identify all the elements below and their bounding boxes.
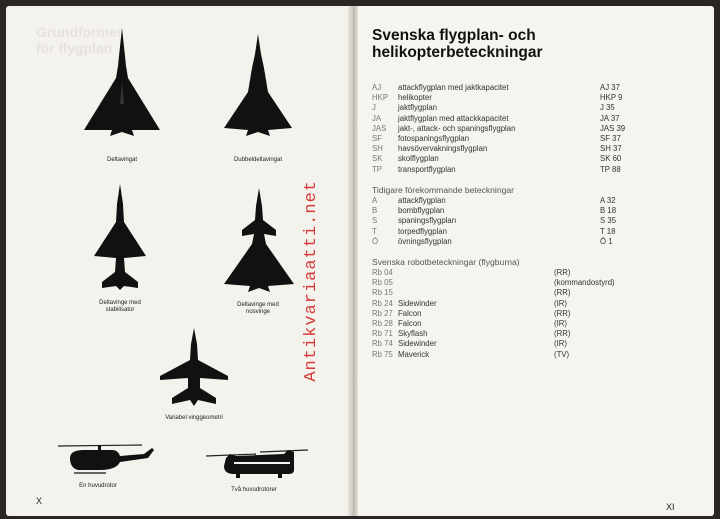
table-row [372, 268, 672, 278]
caption-en-huvudrotor: En huvudrotor [79, 483, 117, 489]
table-row [372, 206, 672, 216]
cell-code: Rb 75 [372, 349, 393, 359]
table-row [372, 93, 672, 103]
table-row [372, 329, 672, 339]
cell-code: Rb 27 [372, 308, 393, 318]
cell-desc: jaktflygplan [398, 103, 438, 113]
cell-example: A 32 [600, 196, 616, 205]
table-row [372, 227, 672, 237]
cell-desc: helikopter [398, 93, 432, 103]
cell-code: SK [372, 154, 383, 164]
ghost-title-line-1: Grundformer [36, 24, 123, 40]
cell-name [398, 278, 554, 288]
cell-desc: jaktflygplan med attackkapacitet [398, 113, 509, 123]
cell-desc: bombflygplan [398, 206, 445, 216]
table-row [372, 299, 672, 309]
cell-example: SK 60 [600, 154, 622, 164]
variable-geometry-silhouette [156, 326, 232, 410]
double-delta-silhouette [220, 32, 296, 138]
cell-guidance: (IR) [554, 298, 567, 308]
cell-desc: skolflygplan [398, 154, 439, 164]
cell-guidance: (RR) [554, 288, 571, 298]
table-row [372, 134, 672, 144]
page-number-left: X [36, 496, 43, 506]
cell-code: B [372, 206, 378, 216]
cell-code: J [372, 103, 376, 113]
cell-desc: transportflygplan [398, 164, 456, 174]
table-row [372, 309, 672, 319]
table-row [372, 350, 672, 360]
cell-guidance: (IR) [554, 339, 567, 349]
caption-nosvinge-text: Deltavinge med nosvinge [237, 302, 279, 315]
cell-name: Skyflash [398, 329, 428, 339]
cell-code: TP [372, 164, 382, 174]
single-rotor-helicopter-silhouette [56, 440, 156, 476]
caption-deltavingat: Deltavingat [106, 157, 138, 163]
cell-code: JA [372, 113, 382, 123]
book-gutter [348, 6, 358, 516]
caption-variabel: Variabel vinggeometri [165, 415, 223, 421]
cell-code: HKP [372, 93, 389, 103]
cell-desc: torpedflygplan [398, 226, 447, 236]
caption-stabilisator-text: Deltavinge med stabilisator [99, 300, 141, 313]
cell-example: B 18 [600, 206, 617, 216]
former-heading: Tidigare förekommande beteckningar [372, 185, 515, 195]
delta-wing-silhouette [80, 26, 164, 138]
cell-name [398, 268, 554, 278]
cell-desc: attackflygplan med jaktkapacitet [398, 83, 509, 92]
cell-example: S 35 [600, 216, 617, 226]
table-row [372, 237, 672, 247]
cell-code: Rb 15 [372, 288, 393, 298]
page-title: Svenska flygplan- och helikopterbeteckningar [372, 27, 543, 61]
cell-code: JAS [372, 123, 387, 133]
cell-code: Rb 24 [372, 298, 393, 308]
cell-desc: havsövervakningsflygplan [398, 144, 488, 154]
tandem-rotor-helicopter-silhouette [204, 446, 310, 480]
cell-code: Rb 74 [372, 339, 393, 349]
table-row [372, 144, 672, 154]
cell-name: Falcon [398, 308, 422, 318]
table-row [372, 196, 672, 206]
table-row [372, 216, 672, 226]
cell-name: Maverick [398, 349, 430, 359]
cell-code: A [372, 196, 378, 205]
table-row [372, 154, 672, 164]
cell-guidance: (RR) [554, 268, 571, 277]
cell-desc: attackflygplan [398, 196, 446, 205]
cell-example: J 35 [600, 103, 615, 113]
cell-example: SF 37 [600, 133, 621, 143]
cell-code: SH [372, 144, 383, 154]
watermark: Antikvariaatti.net [302, 180, 321, 382]
cell-desc: fotospaningsflygplan [398, 133, 470, 143]
table-row [372, 103, 672, 113]
former-list [372, 196, 672, 247]
cell-code: Rb 28 [372, 318, 393, 328]
cell-example: JA 37 [600, 113, 620, 123]
caption-dubbeldeltavingat: Dubbeldeltavingat [233, 157, 283, 163]
page-number-right: XI [666, 502, 675, 512]
caption-tva-huvudrotorer: Två huvudrotorer [231, 487, 277, 493]
cell-guidance: (RR) [554, 308, 571, 318]
cell-example: HKP 9 [600, 93, 623, 103]
robot-list [372, 268, 672, 360]
former-designations [372, 185, 672, 247]
cell-example: AJ 37 [600, 83, 620, 92]
table-row [372, 124, 672, 134]
cell-desc: spaningsflygplan [398, 216, 457, 226]
canard-delta-silhouette [220, 186, 298, 294]
cell-name [398, 288, 554, 298]
cell-guidance: (IR) [554, 318, 567, 328]
cell-code: Rb 71 [372, 329, 393, 339]
table-row [372, 165, 672, 175]
cell-name: Sidewinder [398, 298, 437, 308]
cell-example: SH 37 [600, 144, 622, 154]
table-row [372, 319, 672, 329]
cell-code: Rb 04 [372, 268, 393, 277]
cell-code: S [372, 216, 378, 226]
designation-list [372, 83, 672, 175]
delta-stabilizer-silhouette [90, 182, 150, 292]
cell-desc: övningsflygplan [398, 236, 452, 246]
cell-guidance: (TV) [554, 349, 570, 359]
cell-code: T [372, 226, 377, 236]
cell-example: JAS 39 [600, 123, 626, 133]
cell-code: AJ [372, 83, 382, 92]
cell-example: Ö 1 [600, 236, 613, 246]
cell-guidance: (kommandostyrd) [554, 278, 615, 288]
cell-code: SF [372, 133, 382, 143]
table-row [372, 83, 672, 93]
cell-guidance: (RR) [554, 329, 571, 339]
cell-example: TP 88 [600, 164, 621, 174]
cell-name: Sidewinder [398, 339, 437, 349]
table-row [372, 288, 672, 298]
cell-code: Rb 05 [372, 278, 393, 288]
robot-designations [372, 257, 672, 360]
caption-deltavinge-stabilisator [65, 300, 175, 314]
cell-example: T 18 [600, 226, 616, 236]
caption-deltavinge-nosvinge [203, 302, 313, 316]
table-row [372, 339, 672, 349]
robot-heading: Svenska robotbeteckningar (flygburna) [372, 257, 520, 267]
ghost-title-line-2: för flygplan [36, 40, 113, 56]
cell-name: Falcon [398, 318, 422, 328]
table-row [372, 278, 672, 288]
cell-code: Ö [372, 236, 379, 246]
cell-desc: jakt-, attack- och spaningsflygplan [398, 123, 516, 133]
table-row [372, 114, 672, 124]
